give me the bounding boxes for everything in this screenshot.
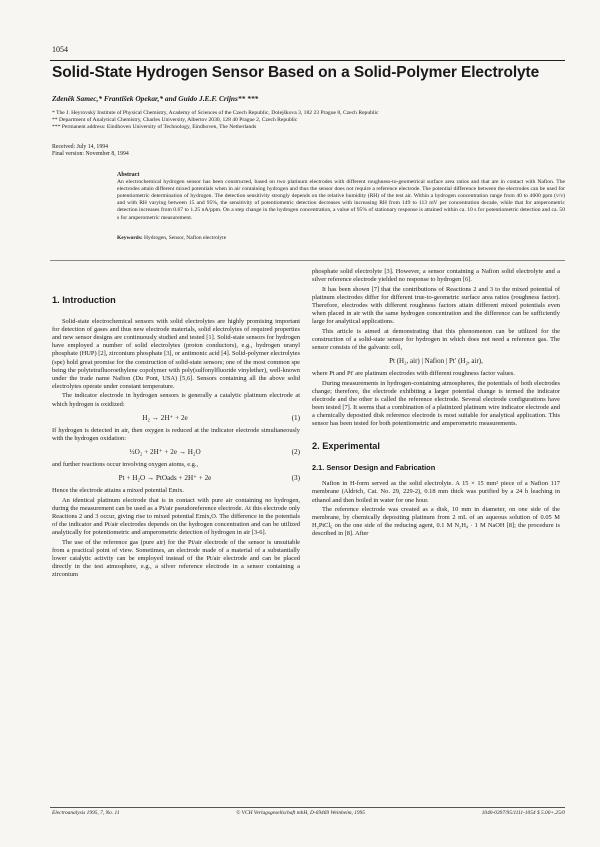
equation-expression: Pt + H₂O → PtOads + 2H⁺ + 2e — [118, 474, 212, 483]
subsection-heading-sensor-design: 2.1. Sensor Design and Fabrication — [312, 463, 436, 473]
affiliation-3: *** Permanent address: Eindhoven University of Technology, Eindhoven, The Netherlands — [52, 124, 257, 130]
intro-paragraph: An identical platinum electrode that is in contact with pure air containing no hydrogen, during the measurement can be used as a Pt/air pseudoreference electrode. At this electrode only Reactions 2 and 3 occur, giving rise to mixed potential Emix,O. The difference in the potentials of the indicator and Pt/air electrodes depends on the hydrogen concentration and can be utilized analytically for potentiometric and amperometric detection of hydrogen in air [3-6]. — [52, 496, 300, 537]
body-paragraph: where Pt and Pt′ are platinum electrodes with different roughness factor values. — [312, 370, 515, 378]
copyright-notice: © VCH Verlagsgesellschaft mbH, D-69469 Weinheim, 1995 — [236, 810, 365, 816]
issn-code: 1040-0397/95/1111-1054 $ 5.00+.25/0 — [481, 810, 565, 816]
header-rule — [50, 60, 565, 61]
body-paragraph: It has been shown [7] that the contributions of Reactions 2 and 3 to the mixed potential of platinum electrodes differ for different true-to-geometric surface area ratios (roughness factor). Therefore, electrodes with different roughness factors attain different mixed potentials even when placed in air with the same hydrogen concentration and the difference can be sufficiently large for analytical applications. — [312, 285, 560, 326]
equation-3 — [52, 474, 300, 482]
page-number: 1054 — [52, 45, 68, 54]
equation-expression: H₂ → 2H⁺ + 2e — [142, 413, 188, 422]
page-footer — [52, 810, 565, 816]
galvanic-cell-notation: Pt (H₂, air) | Nafion | Pt′ (H₂, air), — [389, 356, 483, 365]
affiliations — [52, 110, 567, 131]
received-dates — [52, 144, 129, 158]
final-version-date: Final version: November 8, 1994 — [52, 151, 129, 157]
abstract-text: An electrochemical hydrogen sensor has been constructed, based on two platinum electrodes with different roughness-to-geometrical surface area ratios and that are in contact with Nafion. The electrodes attain different mixed potentials when in air containing hydrogen and thus the sensor does not require a reference electrode. The potential difference between the electrodes can be used for potentiometric determination of hydrogen. The detection sensitivity strongly depends on the relative humidity (RH) of the test air. Within a hydrogen concentration range from 40 to 4000 ppm (v/v) and with RH varying between 15 and 95%, the sensitivity of potentiometric detection decreases with increasing RH from 149 to 113 mV per concentration decade, while that for amperometric detection increases from 0.67 to 1.25 nA/ppm. On a step change in the hydrogen concentration, a value of 95% of stationary response is attained within ca. 10 s for potentiometric detection and ca. 50 s for amperometric measurement. — [117, 179, 565, 221]
affiliation-2: ** Department of Analytical Chemistry, Charles University, Albertov 2030, 128 40 Prague 2, Czech Republic — [52, 117, 298, 123]
abstract-separator — [50, 260, 565, 261]
abstract-heading: Abstract — [117, 172, 140, 178]
author-list: Zdeněk Samec,* František Opekar,* and Guido J.E.F. Crijns** *** — [52, 94, 259, 103]
keywords-label: Keywords: — [117, 235, 143, 241]
equation-1 — [52, 414, 300, 422]
section-heading-experimental: 2. Experimental — [312, 441, 380, 452]
body-paragraph: This article is aimed at demonstrating that this phenomenon can be utilized for the construction of a solid-state sensor for hydrogen in which does not need a reference gas. The sensor consists of the galvanic cell, — [312, 327, 560, 351]
affiliation-1: * The J. Heyrovský Institute of Physical Chemistry, Academy of Sciences of the Czech Republic, Dolejškova 3, 182 23 Prague 8, Czech Republic — [52, 110, 379, 116]
keywords-line — [117, 235, 565, 241]
body-paragraph: The reference electrode was created as a disk, 10 mm in diameter, on one side of the membrane, by chemically depositing platinum from 2 mL of an aqueous solution of 0.05 M H₂PtCl₆ on the one side of the reducing agent, 0.1 M N₂H₄ · 1 M NaOH [8]; the procedure is described in [8]. After — [312, 506, 560, 538]
received-date: Received: July 14, 1994 — [52, 144, 109, 150]
equation-2 — [52, 448, 300, 456]
journal-citation: Electroanalysis 1995, 7, No. 11 — [52, 810, 120, 816]
paper-title: Solid-State Hydrogen Sensor Based on a Solid-Polymer Electrolyte — [52, 64, 540, 81]
right-column — [312, 268, 560, 540]
section-heading-introduction: 1. Introduction — [52, 295, 116, 305]
intro-paragraph: The indicator electrode in hydrogen sensors is generally a catalytic platinum electrode at which hydrogen is oxidized: — [52, 392, 300, 408]
intro-paragraph: and further reactions occur involving oxygen atoms, e.g., — [52, 461, 199, 468]
intro-paragraph: The use of the reference gas (pure air) for the Pt/air electrode of the sensor is unsuitable from a practical point of view. Sometimes, an electrode made of a material of a substantially lower catalytic activity can be employed instead of the Pt/air electrode and can be placed directly in the test atmosphere, e.g., a silver reference electrode in a sensor containing a zirconium — [52, 538, 300, 579]
equation-number: (1) — [291, 413, 300, 422]
equation-expression: ½O₂ + 2H⁺ + 2e → H₂O — [129, 447, 201, 456]
intro-paragraph: If hydrogen is detected in air, then oxygen is reduced at the indicator electrode simultaneously with the hydrogen oxidation: — [52, 426, 300, 442]
equation-number: (3) — [291, 474, 300, 483]
intro-paragraph: Hence the electrode attains a mixed potential Emix. — [52, 487, 185, 495]
equation-number: (2) — [291, 447, 300, 456]
body-paragraph: Nafion in H-form served as the solid electrolyte. A 15 × 15 mm² piece of a Nafion 117 membrane (Aldrich, Cat. No. 29, 229-2), 0.18 mm thick was purified by a 24 h leaching in ethanol and then boiled in water for one hour. — [312, 480, 560, 504]
left-column — [52, 296, 300, 581]
footer-rule — [50, 807, 565, 808]
abstract — [117, 172, 565, 222]
intro-paragraph: Solid-state electrochemical sensors with solid electrolytes are highly promising important for detection of gases and thus new electrode materials, solid electrolytes of required properties and new sensor designs are continuously studied and tested [1]. Solid-state sensors for hydrogen have employed a number of solid electrolytes (proton conductors), e.g., hydrogen uranyl phosphate (HUP) [2], zirconium phosphate [3], or antimonic acid [4]. Solid-polymer electrolytes (spe) hold great promise for the construction of solid-state sensors; one of the most common spe being the polytetrafluoroethylene copolymer with poly(sulfonylfluoride vinylether), well-known under the trade name Nafion (Du Pont, USA) [5,6]. Sensors containing all the above solid electrolytes operate under constant temperature. — [52, 318, 300, 390]
body-paragraph: phosphate solid electrolyte [3]. However, a sensor containing a Nafion solid electrolyte and a silver reference electrode yielded no response to hydrogen [6]. — [312, 268, 560, 284]
keywords-text: Hydrogen, Sensor, Nafion electrolyte — [144, 235, 227, 241]
body-paragraph: During measurements in hydrogen-containing atmospheres, the potentials of both electrodes change; therefore, the electrode exhibiting a larger potential change is termed the indicator electrode and the other is called the reference electrode. Several electrode configurations have been tested [7]. It seems that a combination of a platinized platinum wire indicator electrode and a chemically deposited disk reference electrode is most suitable for analytical application. This sensor has been tested for both potentiometric and amperometric measurements. — [312, 379, 560, 428]
